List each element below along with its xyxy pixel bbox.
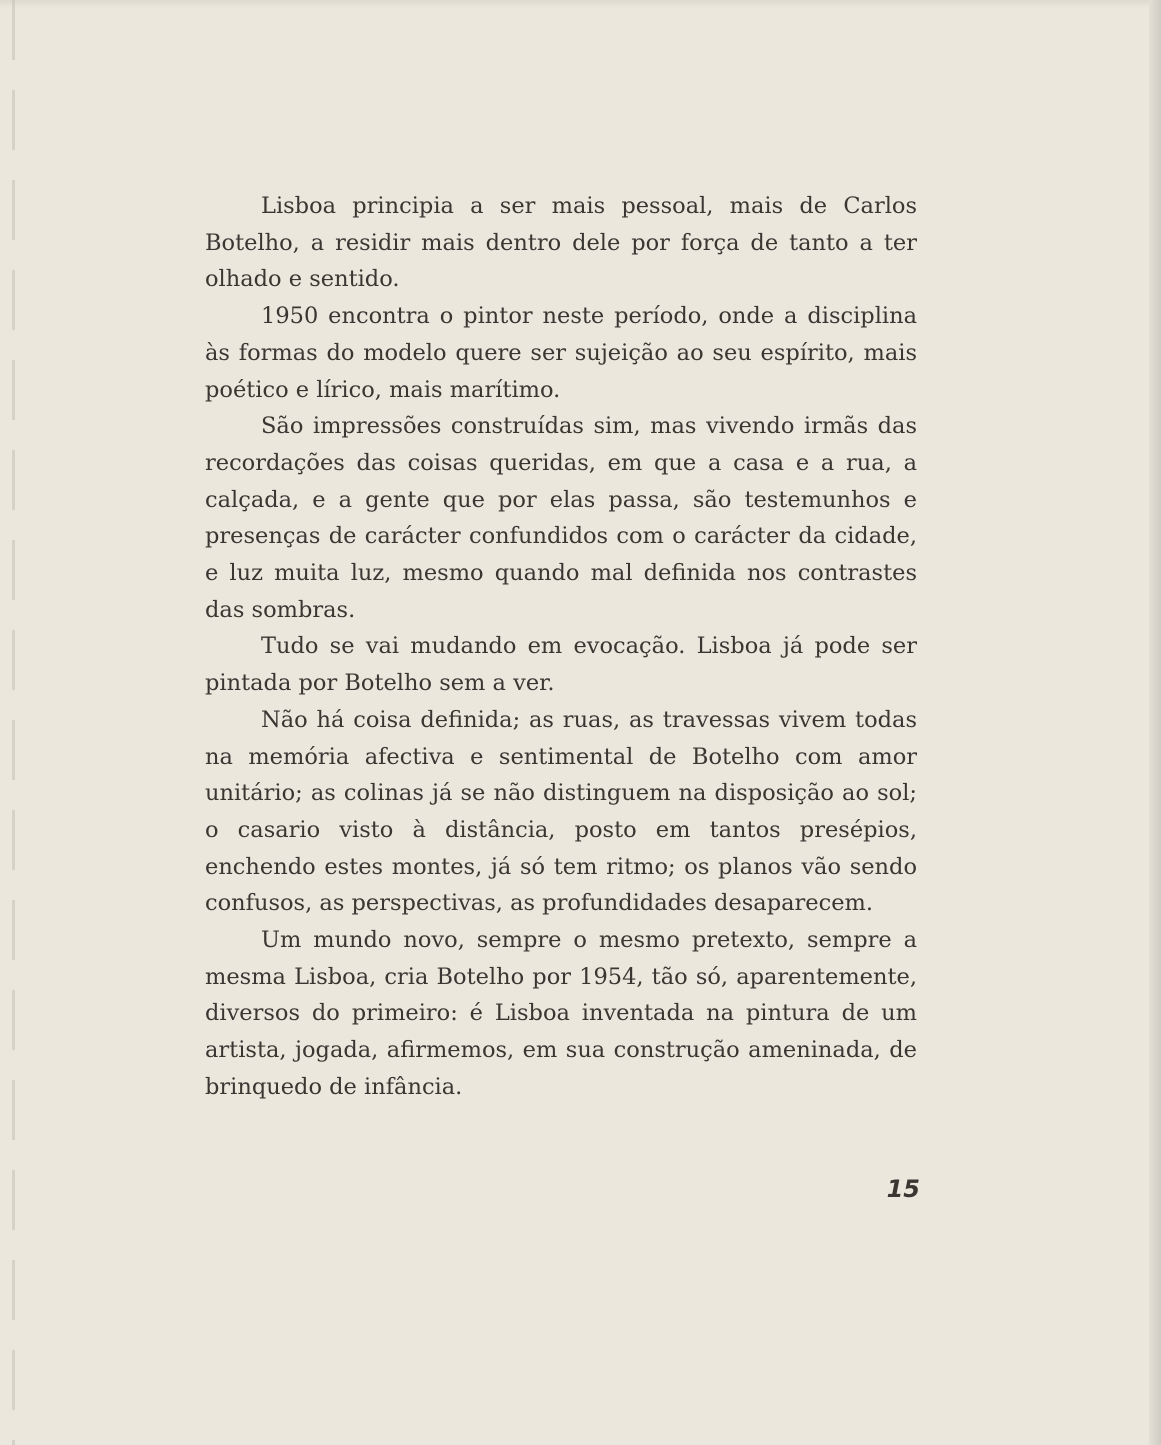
paragraph-3: São impressões construídas sim, mas vivendo irmãs das recordações das coisas queridas, em que a casa e a rua, a calçada, e a gente que por elas passa, são testemunhos e presenças de carácter confundidos com o carácter da cidade, e luz muita luz, mesmo quando mal definida nos contrastes das sombras. xyxy=(205,413,917,623)
body-text xyxy=(205,188,917,1106)
binding-edge xyxy=(12,0,15,1445)
paragraph-5: Não há coisa definida; as ruas, as travessas vivem todas na memória afectiva e sentimental de Botelho com amor unitário; as colinas já se não distinguem na disposição ao sol; o casario visto à distância, posto em tantos presépios, enchendo estes montes, já só tem ritmo; os planos vão sendo confusos, as perspectivas, as profundidades desaparecem. xyxy=(205,706,917,917)
paragraph-2: 1950 encontra o pintor neste período, onde a disciplina às formas do modelo quere ser sujeição ao seu espírito, mais poético e lírico, mais marítimo. xyxy=(205,303,917,403)
page-top-edge xyxy=(0,0,1161,8)
page-right-edge xyxy=(1149,0,1161,1445)
paragraph-6: Um mundo novo, sempre o mesmo pretexto, sempre a mesma Lisboa, cria Botelho por 1954, tão só, aparentemente, diversos do primeiro: é Lisboa inventada na pintura de um artista, jogada, afirmemos, em sua construção ameninada, de brinquedo de infância. xyxy=(205,927,917,1100)
paragraph-4: Tudo se vai mudando em evocação. Lisboa já pode ser pintada por Botelho sem a ver. xyxy=(205,633,917,697)
paragraph-1: Lisboa principia a ser mais pessoal, mais de Carlos Botelho, a residir mais dentro dele por força de tanto a ter olhado e sentido. xyxy=(205,193,917,293)
page-number: 15 xyxy=(886,1175,920,1203)
